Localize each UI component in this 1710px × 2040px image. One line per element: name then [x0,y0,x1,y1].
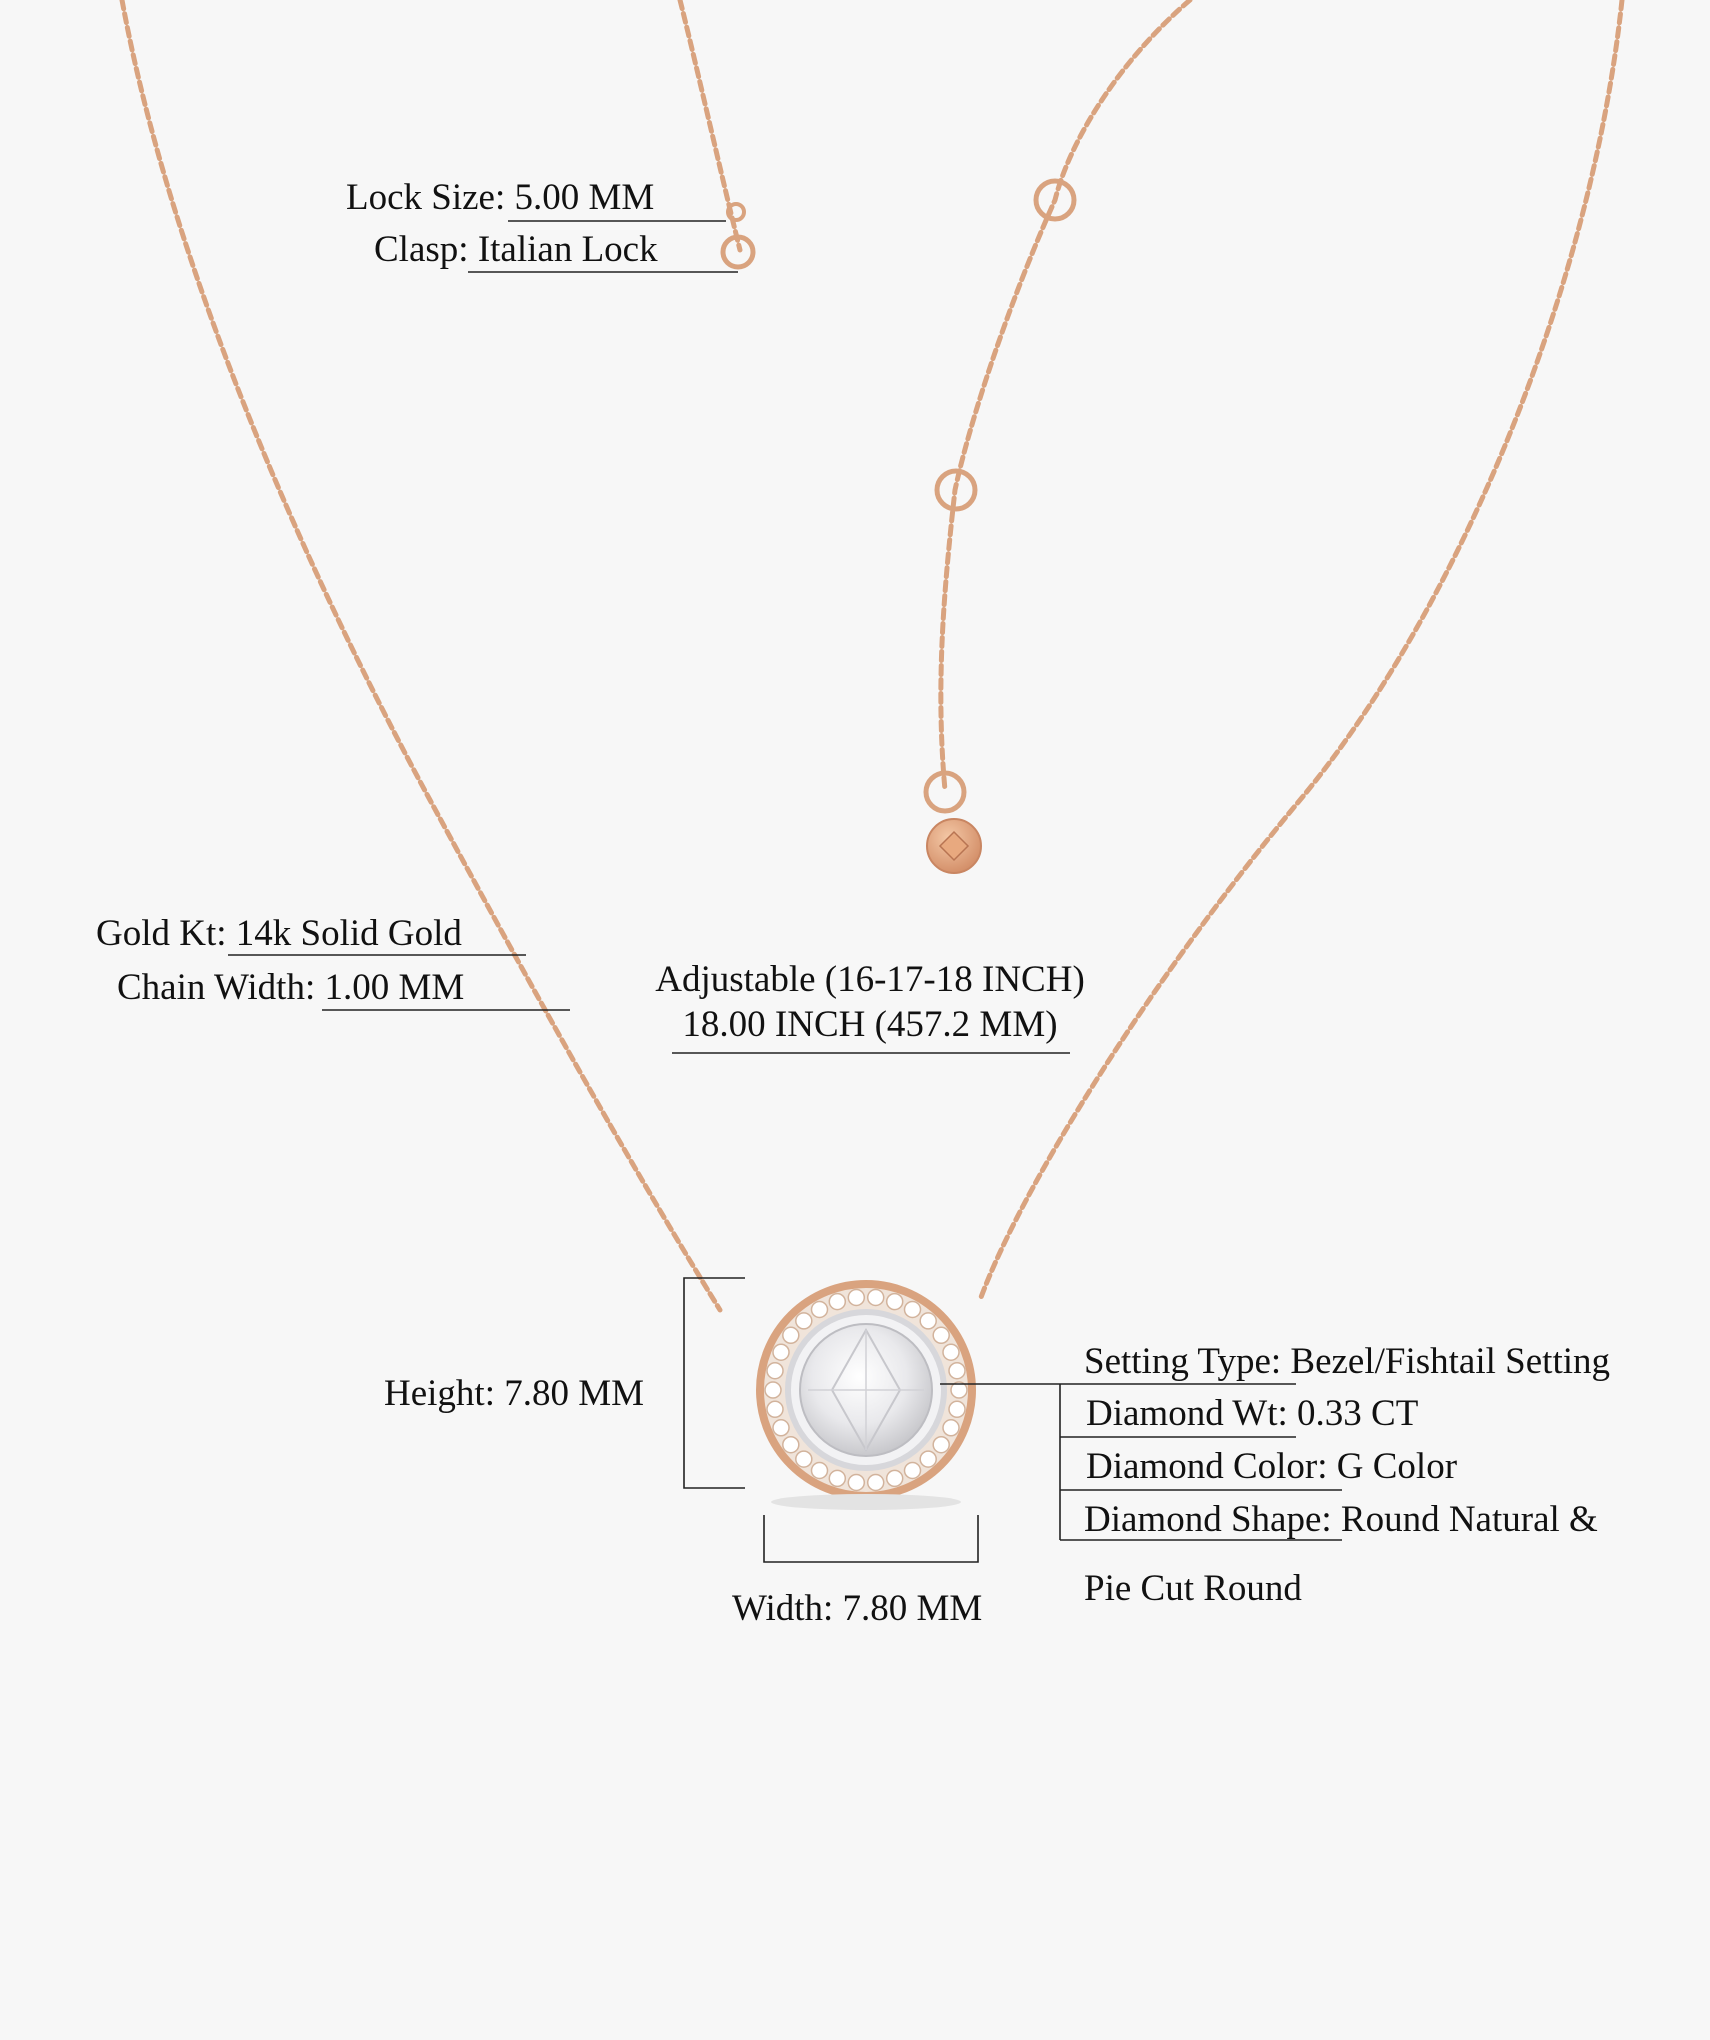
setting-type-key: Setting Type: [1084,1341,1282,1382]
halo-stone-icon [887,1294,903,1310]
chain-width-label [117,966,464,1010]
chain-extender-strand [941,0,1190,790]
chain-clasp-strand [680,0,740,250]
halo-stone-icon [812,1463,828,1479]
length-line-2: 18.00 INCH (457.2 MM) [682,1004,1058,1045]
clasp-value: Italian Lock [477,229,658,270]
length-line-1: Adjustable (16-17-18 INCH) [655,959,1085,1000]
diamond-wt-key: Diamond Wt: [1086,1393,1288,1434]
halo-stone-icon [773,1420,789,1436]
setting-type-value: Bezel/Fishtail Setting [1290,1341,1611,1382]
halo-stone-icon [773,1344,789,1360]
halo-stone-icon [796,1451,812,1467]
halo-stone-icon [829,1470,845,1486]
diamond-wt-value: 0.33 CT [1297,1393,1419,1434]
height-label: Height: 7.80 MM [384,1373,645,1414]
diamond-wt-label [1086,1392,1418,1436]
halo-stone-icon [783,1437,799,1453]
setting-type-label [1084,1340,1610,1384]
halo-stone-icon [920,1451,936,1467]
halo-stone-icon [905,1302,921,1318]
diamond-shape-key: Diamond Shape: [1084,1499,1332,1540]
diamond-color-key: Diamond Color: [1086,1446,1328,1487]
chain-right-strand [980,0,1622,1300]
gold-kt-value: 14k Solid Gold [235,913,462,954]
clasp-label [374,228,658,272]
halo-stone-icon [868,1475,884,1491]
halo-stone-icon [868,1290,884,1306]
halo-stone-icon [767,1401,783,1417]
lock-size-key: Lock Size: [346,177,506,218]
halo-stone-icon [848,1475,864,1491]
halo-stone-icon [812,1302,828,1318]
halo-stone-icon [796,1313,812,1329]
halo-stone-icon [848,1290,864,1306]
diamond-shape-label [1084,1498,1598,1542]
halo-stone-icon [767,1363,783,1379]
halo-stone-icon [783,1327,799,1343]
halo-stone-icon [949,1363,965,1379]
diamond-color-label [1086,1445,1457,1489]
gold-kt-label [96,912,462,956]
halo-stone-icon [829,1294,845,1310]
halo-stone-icon [905,1463,921,1479]
halo-stone-icon [933,1327,949,1343]
width-bracket [764,1515,978,1562]
halo-stone-icon [887,1470,903,1486]
halo-stone-icon [943,1344,959,1360]
chain-width-key: Chain Width: [117,967,316,1008]
gold-kt-key: Gold Kt: [96,913,227,954]
halo-diamond-pendant-icon [760,1284,972,1510]
halo-stone-icon [933,1437,949,1453]
lock-size-value: 5.00 MM [514,177,655,218]
halo-stone-icon [949,1401,965,1417]
diamond-color-value: G Color [1336,1446,1458,1487]
chain-width-value: 1.00 MM [324,967,465,1008]
clasp-key: Clasp: [374,229,469,270]
lock-size-label [346,176,654,220]
height-bracket [684,1278,745,1488]
diamond-shape-value: Round Natural & [1340,1499,1598,1540]
halo-stone-icon [943,1420,959,1436]
diamond-shape-value-2: Pie Cut Round [1084,1568,1302,1609]
width-label: Width: 7.80 MM [732,1588,983,1629]
halo-stone-icon [765,1382,781,1398]
halo-stone-icon [920,1313,936,1329]
